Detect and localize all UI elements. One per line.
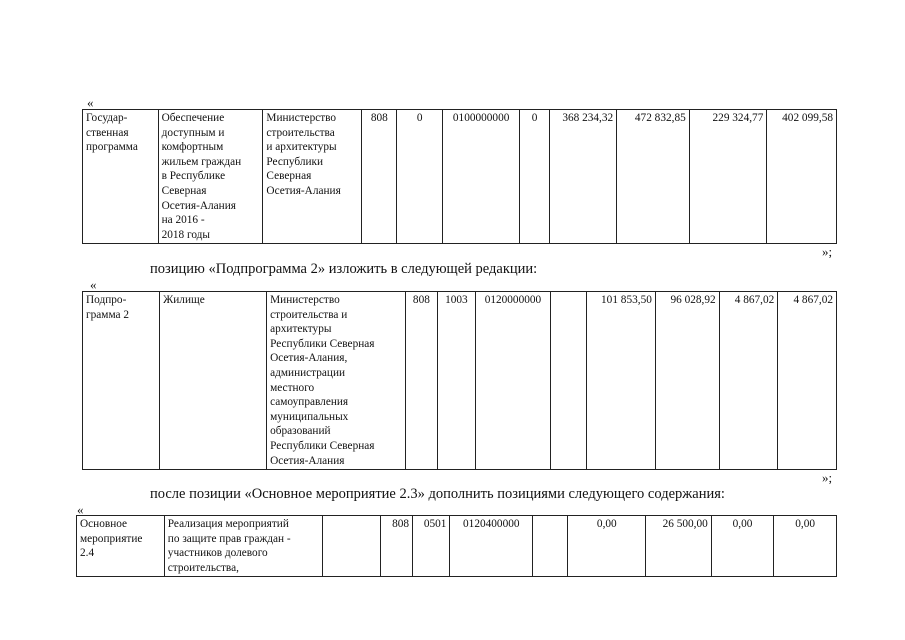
table-cell: 0: [520, 110, 549, 244]
subprogram-table: [82, 291, 837, 470]
table-cell: Обеспечение доступным и комфортным жильем граждан в Республике Северная Осетия-Алания на 2016 - 2018 годы: [158, 110, 263, 244]
program-table: [82, 109, 837, 244]
open-quote: «: [87, 95, 94, 110]
table-cell: 0,00: [711, 516, 774, 577]
table-cell: 0,00: [568, 516, 646, 577]
activity-table: [76, 515, 837, 577]
table-cell: 0100000000: [442, 110, 520, 244]
table-cell: 402 099,58: [767, 110, 837, 244]
table-cell: Подпро- грамма 2: [83, 292, 160, 470]
table-cell: 0120000000: [475, 292, 550, 470]
table-cell: 0501: [413, 516, 450, 577]
table-row: [77, 516, 837, 577]
table-cell: Реализация мероприятий по защите прав граждан - участников долевого строительства,: [164, 516, 322, 577]
table-cell: 808: [380, 516, 412, 577]
table-row: [83, 110, 837, 244]
table-cell: [533, 516, 568, 577]
table-cell: 0,00: [774, 516, 837, 577]
table-cell: 4 867,02: [778, 292, 837, 470]
table-cell: 4 867,02: [719, 292, 778, 470]
table-cell: 96 028,92: [655, 292, 719, 470]
table-cell: Основное мероприятие 2.4: [77, 516, 165, 577]
table-cell: Министерство строительства и архитектуры Республики Северная Осетия-Алания, администрации местного самоуправления муниципальных образований Республики Северная Осетия-Алания: [267, 292, 406, 470]
table-cell: Министерство строительства и архитектуры Республики Северная Осетия-Алания: [263, 110, 362, 244]
table-cell: [550, 292, 586, 470]
open-quote: «: [77, 502, 84, 517]
table-cell: 808: [405, 292, 437, 470]
close-mark: »;: [822, 470, 833, 485]
open-quote: «: [90, 277, 97, 292]
table-cell: 101 853,50: [586, 292, 655, 470]
table-cell: Жилище: [160, 292, 267, 470]
table-cell: Государ- ственная программа: [83, 110, 159, 244]
instruction-text: позицию «Подпрограмма 2» изложить в следующей редакции:: [150, 261, 538, 277]
table-cell: 0120400000: [450, 516, 533, 577]
table-cell: [323, 516, 381, 577]
table-cell: 808: [362, 110, 397, 244]
table-cell: 26 500,00: [646, 516, 712, 577]
table-cell: 472 832,85: [617, 110, 690, 244]
close-mark: »;: [822, 244, 833, 259]
table-cell: 1003: [437, 292, 475, 470]
table-cell: 0: [397, 110, 442, 244]
table-cell: 368 234,32: [549, 110, 617, 244]
table-cell: 229 324,77: [689, 110, 767, 244]
table-row: [83, 292, 837, 470]
instruction-text: после позиции «Основное мероприятие 2.3» дополнить позициями следующего содержания:: [150, 486, 725, 502]
